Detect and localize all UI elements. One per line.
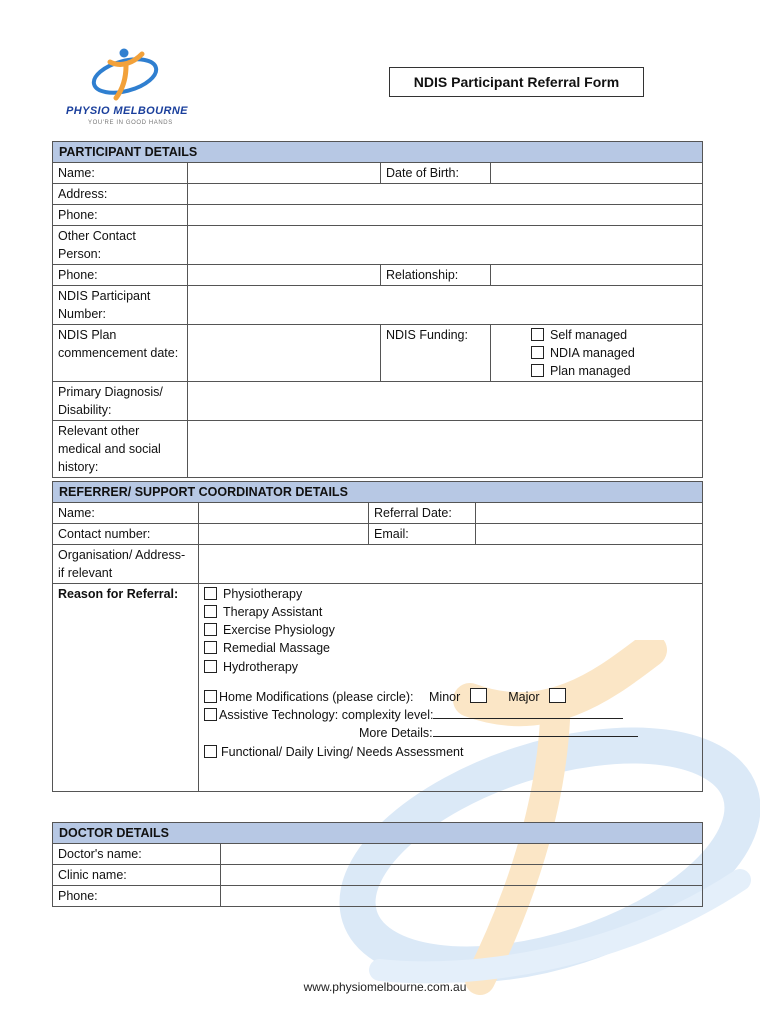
logo-name: PHYSIO MELBOURNE [66, 105, 188, 117]
diagnosis-field[interactable] [188, 382, 703, 421]
checkbox-icon[interactable] [204, 623, 217, 636]
form-title: NDIS Participant Referral Form [389, 67, 644, 97]
referrer-section-title: REFERRER/ SUPPORT COORDINATOR DETAILS [53, 482, 703, 503]
referral-date-label: Referral Date: [369, 503, 476, 524]
more-details-row [204, 724, 697, 742]
email-field[interactable] [476, 524, 703, 545]
dob-field[interactable] [491, 163, 703, 184]
plan-date-label: NDIS Plan commencement date: [53, 325, 188, 382]
referrer-name-field[interactable] [199, 503, 369, 524]
organisation-label: Organisation/ Address- if relevant [53, 545, 199, 584]
clinic-name-field[interactable] [221, 865, 703, 886]
history-label: Relevant other medical and social history: [53, 421, 188, 478]
referral-date-field[interactable] [476, 503, 703, 524]
reason-hydrotherapy[interactable]: Hydrotherapy [204, 658, 697, 676]
reason-remedial-massage[interactable]: Remedial Massage [204, 639, 697, 657]
referrer-name-label: Name: [53, 503, 199, 524]
minor-label: Minor [429, 690, 461, 704]
relationship-field[interactable] [491, 265, 703, 286]
checkbox-icon[interactable] [204, 660, 217, 673]
doctor-phone-field[interactable] [221, 886, 703, 907]
funding-option-self[interactable]: Self managed [531, 326, 697, 344]
plan-date-field[interactable] [188, 325, 381, 382]
doctor-name-field[interactable] [221, 844, 703, 865]
more-details-line[interactable] [433, 725, 638, 737]
checkbox-icon[interactable] [204, 605, 217, 618]
checkbox-icon[interactable] [204, 745, 217, 758]
other-contact-label: Other Contact Person: [53, 226, 188, 265]
history-field[interactable] [188, 421, 703, 478]
address-field[interactable] [188, 184, 703, 205]
diagnosis-label: Primary Diagnosis/ Disability: [53, 382, 188, 421]
contact-phone-field[interactable] [188, 265, 381, 286]
organisation-field[interactable] [199, 545, 703, 584]
doctor-details-table [52, 822, 703, 907]
reason-physiotherapy[interactable]: Physiotherapy [204, 585, 697, 603]
phone-label: Phone: [53, 205, 188, 226]
funding-label: NDIS Funding: [381, 325, 491, 382]
reason-exercise-physiology[interactable]: Exercise Physiology [204, 621, 697, 639]
more-details-label: More Details: [359, 726, 433, 740]
reason-functional-assessment[interactable]: Functional/ Daily Living/ Needs Assessment [204, 743, 697, 761]
referrer-details-table [52, 481, 703, 792]
ndis-number-label: NDIS Participant Number: [53, 286, 188, 325]
relationship-label: Relationship: [381, 265, 491, 286]
checkbox-icon[interactable] [204, 708, 217, 721]
major-label: Major [508, 690, 540, 704]
contact-number-field[interactable] [199, 524, 369, 545]
address-label: Address: [53, 184, 188, 205]
doctor-name-label: Doctor's name: [53, 844, 221, 865]
minor-checkbox-icon[interactable] [470, 688, 487, 703]
major-checkbox-icon[interactable] [549, 688, 566, 703]
reason-options [199, 584, 703, 792]
phone-field[interactable] [188, 205, 703, 226]
reason-assistive-technology[interactable]: Assistive Technology: complexity level: [204, 706, 697, 724]
participant-name-field[interactable] [188, 163, 381, 184]
complexity-level-line[interactable] [433, 707, 623, 719]
reason-therapy-assistant[interactable]: Therapy Assistant [204, 603, 697, 621]
funding-options [491, 325, 703, 382]
footer-website: www.physiomelbourne.com.au [303, 980, 467, 994]
checkbox-icon[interactable] [204, 641, 217, 654]
funding-option-plan[interactable]: Plan managed [531, 362, 697, 380]
participant-details-table [52, 141, 703, 478]
email-label: Email: [369, 524, 476, 545]
participant-name-label: Name: [53, 163, 188, 184]
participant-section-title: PARTICIPANT DETAILS [53, 142, 703, 163]
other-contact-field[interactable] [188, 226, 703, 265]
reason-label: Reason for Referral: [53, 584, 199, 792]
ndis-number-field[interactable] [188, 286, 703, 325]
clinic-name-label: Clinic name: [53, 865, 221, 886]
checkbox-icon[interactable] [531, 328, 544, 341]
reason-home-modifications[interactable]: Home Modifications (please circle): Minor Major [204, 688, 697, 706]
checkbox-icon[interactable] [531, 346, 544, 359]
contact-number-label: Contact number: [53, 524, 199, 545]
checkbox-icon[interactable] [204, 690, 217, 703]
checkbox-icon[interactable] [531, 364, 544, 377]
funding-option-ndia[interactable]: NDIA managed [531, 344, 697, 362]
dob-label: Date of Birth: [381, 163, 491, 184]
doctor-phone-label: Phone: [53, 886, 221, 907]
doctor-section-title: DOCTOR DETAILS [53, 823, 703, 844]
logo-tagline: YOU'RE IN GOOD HANDS [88, 120, 173, 126]
contact-phone-label: Phone: [53, 265, 188, 286]
checkbox-icon[interactable] [204, 587, 217, 600]
